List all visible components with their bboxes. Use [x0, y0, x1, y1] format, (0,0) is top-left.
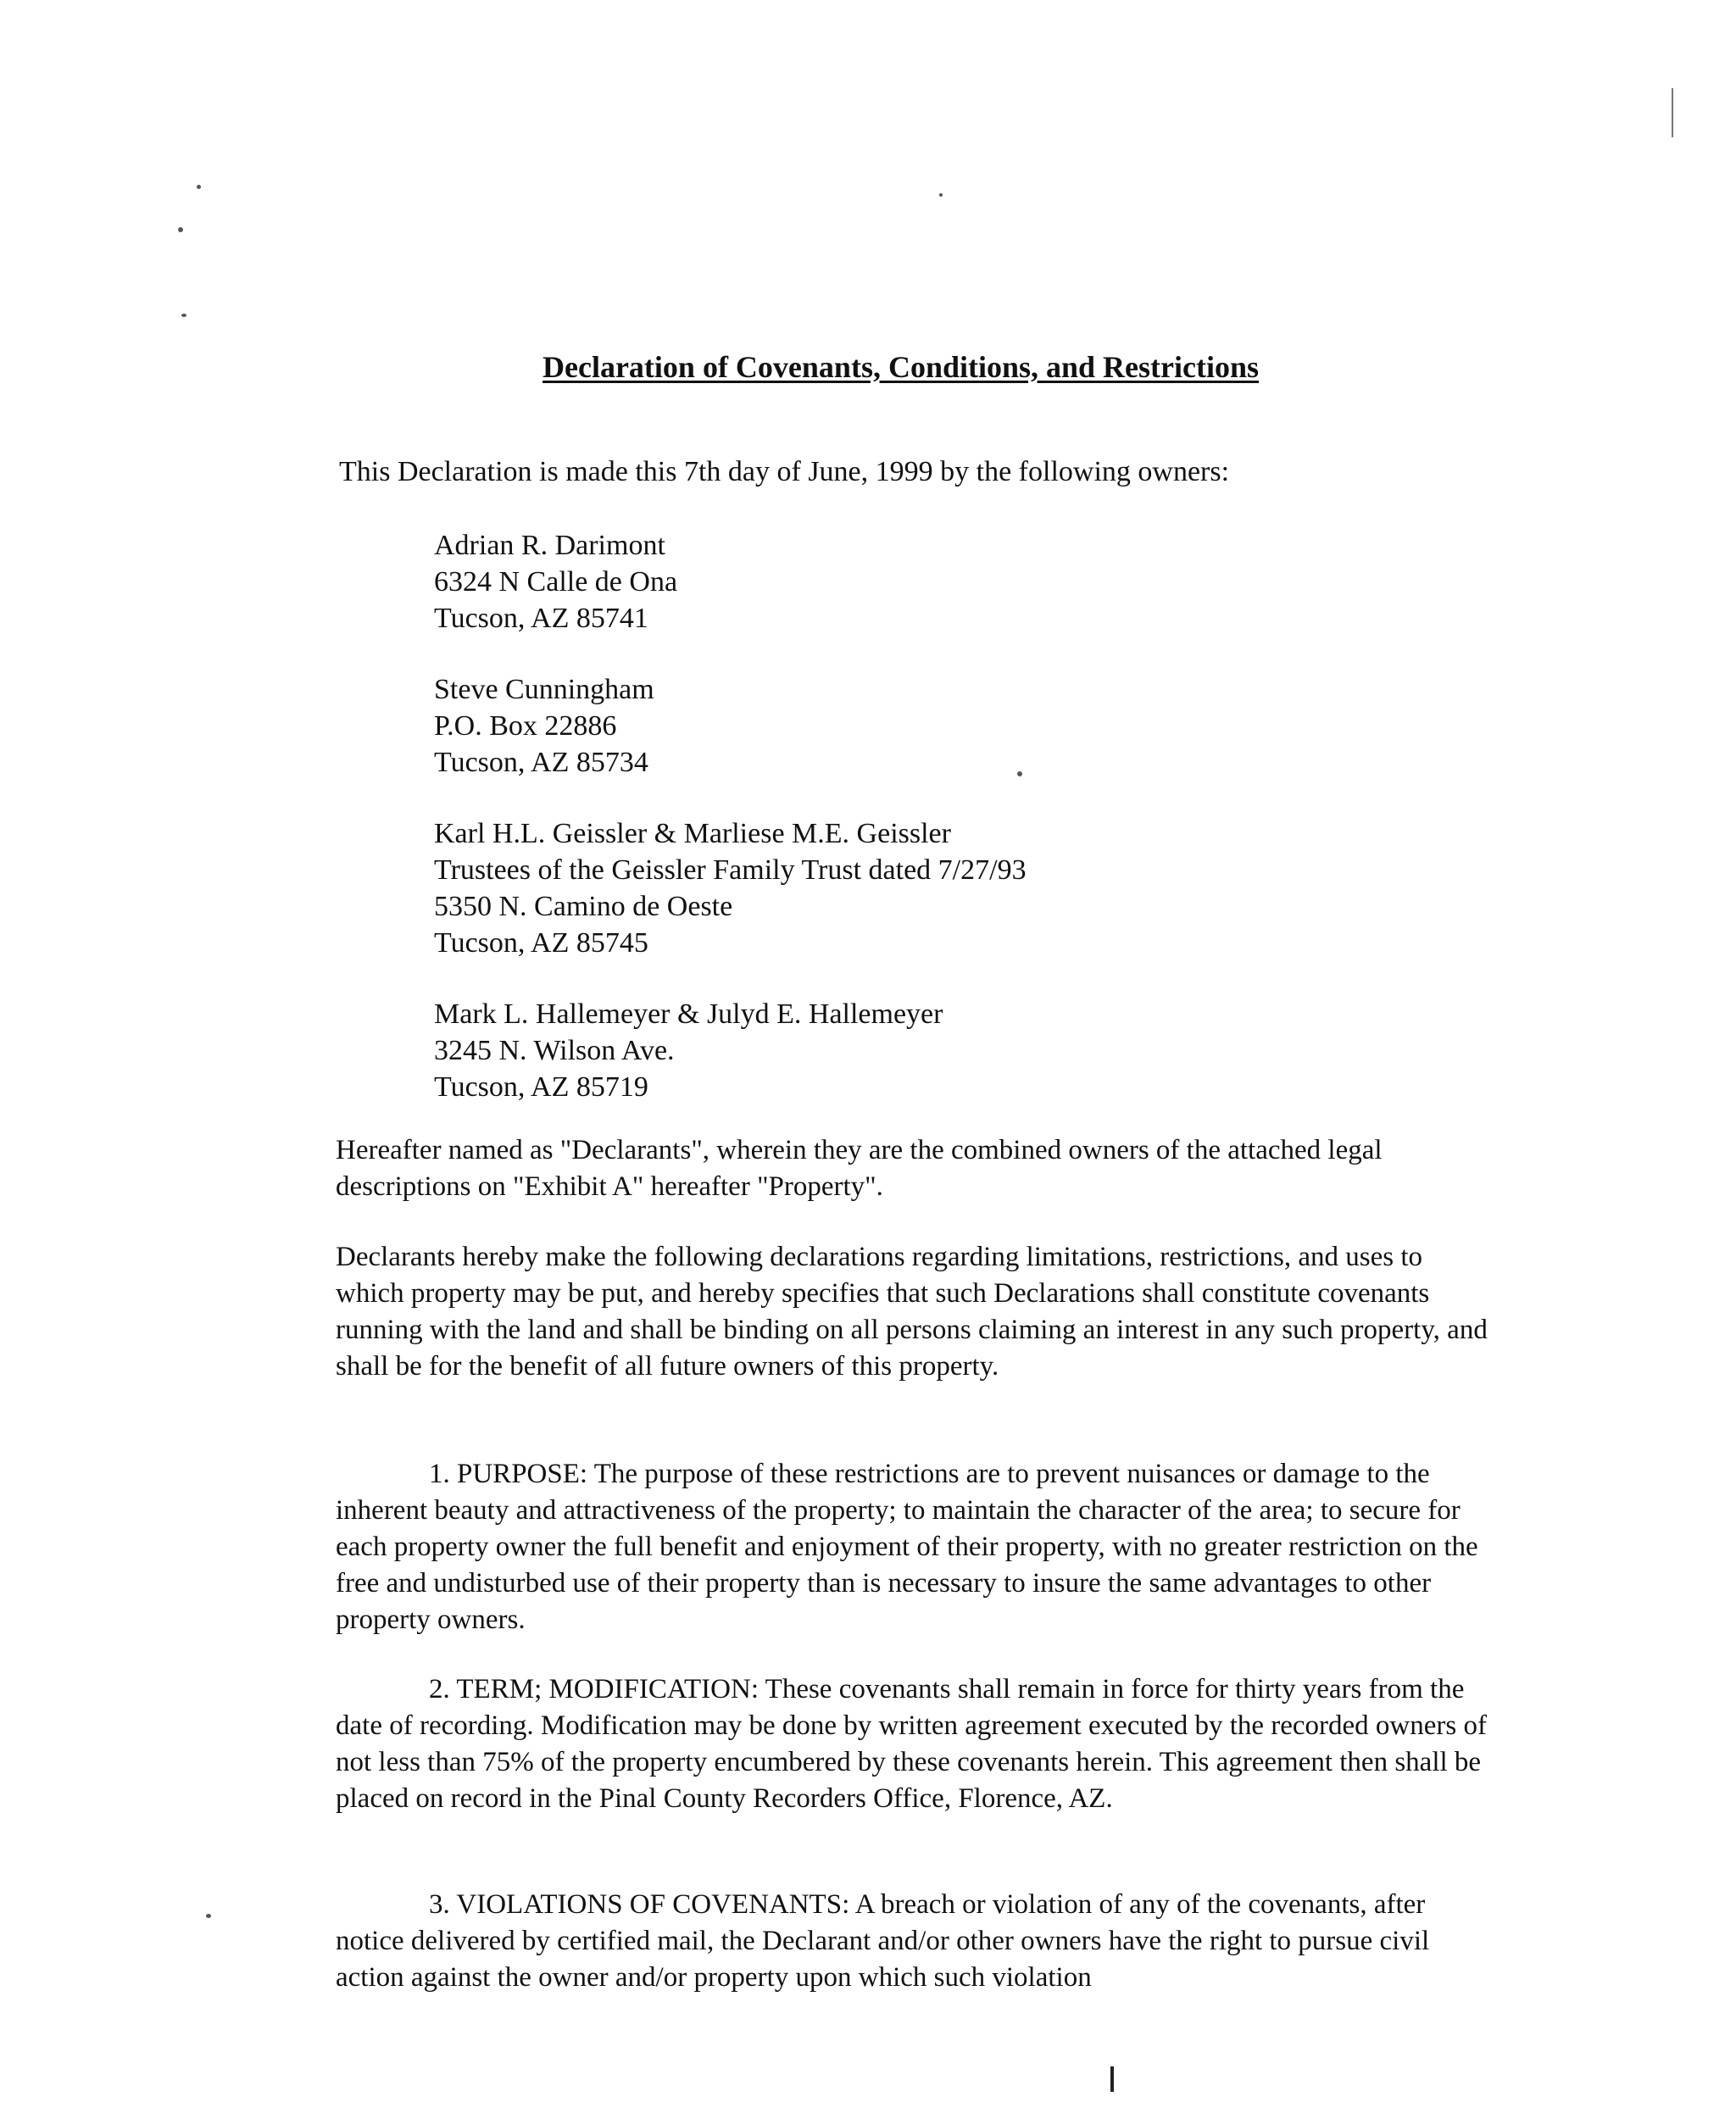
- owner-block: [434, 527, 1027, 637]
- section-violations: [336, 1887, 1497, 1996]
- section-text: These covenants shall remain in force for thirty years from the date of recording. Modification may be done by written agreement executed by the recorded owners of not less than 75% of the property encumbered by these covenants herein. This agreement then shall be placed on record in the Pinal County Recorders Office, Florence, AZ.: [336, 1674, 1487, 1814]
- intro-line: This Declaration is made this 7th day of June, 1999 by the following owners:: [339, 456, 1230, 487]
- owner-line: Karl H.L. Geissler & Marliese M.E. Geissler: [434, 818, 951, 849]
- scan-mark: [1672, 88, 1673, 137]
- section-heading: 3. VIOLATIONS OF COVENANTS:: [429, 1889, 850, 1920]
- scan-speck: [206, 1914, 211, 1918]
- owner-line: P.O. Box 22886: [434, 710, 617, 742]
- scan-speck: [181, 314, 186, 317]
- owner-line: Tucson, AZ 85741: [434, 603, 648, 634]
- hereafter-paragraph: Hereafter named as "Declarants", wherein they are the combined owners of the attached legal descriptions on "Exhibit A" hereafter "Property".: [336, 1135, 1383, 1202]
- section-heading: 1. PURPOSE:: [429, 1459, 588, 1489]
- owner-line: Tucson, AZ 85745: [434, 927, 648, 959]
- scan-speck: [939, 193, 943, 197]
- owner-line: 6324 N Calle de Ona: [434, 566, 678, 598]
- section-purpose: [336, 1456, 1497, 1638]
- scan-mark: [1110, 2066, 1114, 2092]
- owner-line: Adrian R. Darimont: [434, 530, 665, 561]
- section-heading: 2. TERM; MODIFICATION:: [429, 1674, 759, 1704]
- scan-speck: [1017, 771, 1022, 776]
- section-text: A breach or violation of any of the covenants, after notice delivered by certified mail, the Declarant and/or other owners have the right to pursue civil action against the owner and/or property upon which such violation: [336, 1889, 1430, 1993]
- section-text: The purpose of these restrictions are to prevent nuisances or damage to the inherent beauty and attractiveness of the property; to maintain the character of the area; to secure for each property owner the full benefit and enjoyment of their property, with no greater restriction on the free and undisturbed use of their property than is necessary to insure the same advantages to other property owners.: [336, 1459, 1478, 1635]
- scan-speck: [178, 227, 183, 232]
- scan-speck: [197, 185, 201, 189]
- owner-line: Tucson, AZ 85734: [434, 747, 648, 778]
- owner-line: Tucson, AZ 85719: [434, 1071, 648, 1103]
- owner-line: Mark L. Hallemeyer & Julyd E. Hallemeyer: [434, 998, 943, 1030]
- owner-line: Steve Cunningham: [434, 674, 654, 705]
- owner-line: 3245 N. Wilson Ave.: [434, 1035, 675, 1066]
- owner-line: Trustees of the Geissler Family Trust dated 7/27/93: [434, 854, 1027, 886]
- owner-line: 5350 N. Camino de Oeste: [434, 891, 733, 922]
- owners-list: [434, 527, 1027, 1140]
- owner-block: [434, 671, 1027, 781]
- document-title: Declaration of Covenants, Conditions, and Restrictions: [542, 350, 1260, 384]
- section-term-modification: [336, 1671, 1497, 1817]
- owner-block: [434, 996, 1027, 1105]
- declarants-paragraph: Declarants hereby make the following declarations regarding limitations, restrictions, and uses to which property may be put, and hereby specifies that such Declarations shall constitute covenants running with the land and shall be binding on all persons claiming an interest in any such property, and shall be for the benefit of all future owners of this property.: [336, 1242, 1488, 1382]
- owner-block: [434, 815, 1027, 961]
